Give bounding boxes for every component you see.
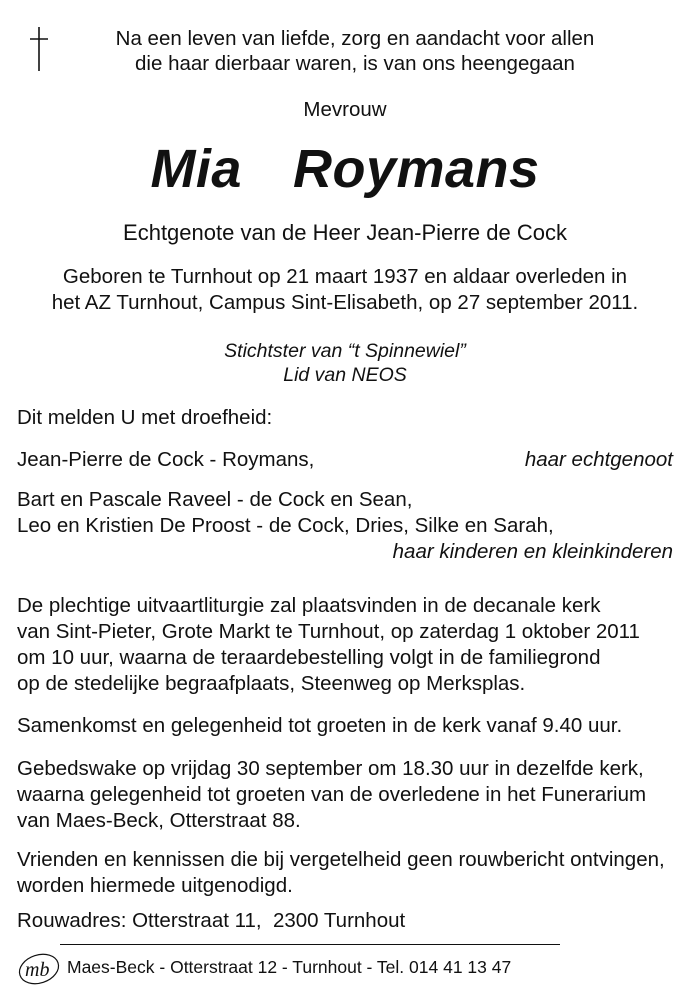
intro-text (60, 26, 650, 76)
children-entry (17, 487, 673, 565)
announcement: Dit melden U met droefheid: (17, 406, 273, 429)
children-line-1: Bart en Pascale Raveel - de Cock en Sean, (17, 488, 413, 511)
funeral-line-1: De plechtige uitvaartliturgie zal plaatsvinden in de decanale kerk (17, 594, 601, 617)
funeral-line-2: van Sint-Pieter, Grote Markt te Turnhout, op zaterdag 1 oktober 2011 (17, 620, 640, 643)
intro-line-2: die haar dierbaar waren, is van ons heengegaan (135, 52, 575, 75)
children-line-2: Leo en Kristien De Proost - de Cock, Dries, Silke en Sarah, (17, 514, 554, 537)
role-line-2: Lid van NEOS (283, 364, 407, 386)
children-relation: haar kinderen en kleinkinderen (392, 540, 673, 563)
birth-death-info (0, 264, 690, 316)
honorific: Mevrouw (303, 98, 387, 121)
invite-line-1: Vrienden en kennissen die bij vergetelheid geen rouwbericht ontvingen, (17, 848, 665, 871)
cross-icon (24, 26, 54, 72)
funeral-line-4: op de stedelijke begraafplaats, Steenweg op Merksplas. (17, 672, 526, 695)
footer-text: Maes-Beck - Otterstraat 12 - Turnhout - Tel. 014 41 13 47 (67, 957, 512, 977)
maes-beck-logo-icon (16, 949, 62, 987)
funeral-line-3: om 10 uur, waarna de teraardebestelling volgt in de familiegrond (17, 646, 601, 669)
vigil-line-3: van Maes-Beck, Otterstraat 88. (17, 809, 301, 832)
spouse-entry-relation: haar echtgenoot (524, 448, 673, 471)
gathering-paragraph: Samenkomst en gelegenheid tot groeten in de kerk vanaf 9.40 uur. (17, 714, 623, 737)
spouse-line: Echtgenote van de Heer Jean-Pierre de Cock (123, 220, 567, 245)
vigil-line-2: waarna gelegenheid tot groeten van de overledene in het Funerarium (17, 783, 647, 806)
born-line-2: het AZ Turnhout, Campus Sint-Elisabeth, op 27 september 2011. (51, 291, 639, 314)
deceased-name: Mia Roymans (150, 139, 540, 199)
invite-paragraph (17, 847, 673, 899)
vigil-line-1: Gebedswake op vrijdag 30 september om 18.30 uur in dezelfde kerk, (17, 757, 644, 780)
mourning-address: Rouwadres: Otterstraat 11, 2300 Turnhout (17, 909, 406, 932)
footer-divider (60, 944, 560, 945)
spouse-entry-name: Jean-Pierre de Cock - Roymans, (17, 448, 315, 471)
spouse-entry (17, 447, 673, 473)
invite-line-2: worden hiermede uitgenodigd. (17, 874, 293, 897)
logo-lettering: mb (25, 959, 50, 981)
roles (0, 339, 690, 387)
role-line-1: Stichtster van “t Spinnewiel” (224, 340, 466, 362)
funeral-paragraph (17, 593, 673, 697)
vigil-paragraph (17, 756, 673, 834)
born-line-1: Geboren te Turnhout op 21 maart 1937 en aldaar overleden in (62, 265, 628, 288)
intro-line-1: Na een leven van liefde, zorg en aandacht voor allen (115, 27, 595, 50)
